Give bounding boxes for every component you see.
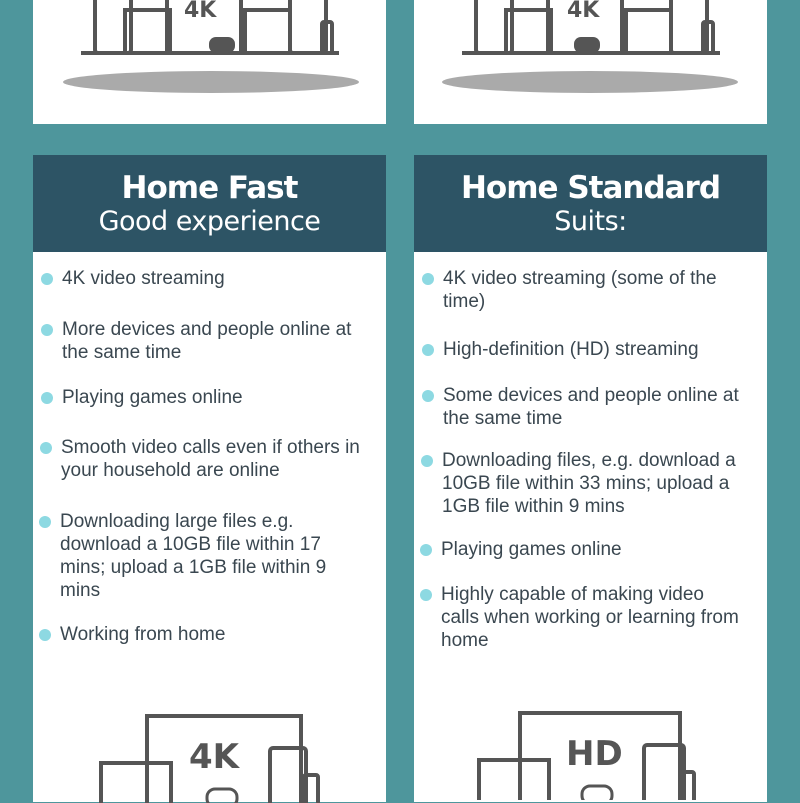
feature-item: Playing games online bbox=[441, 538, 751, 561]
feature-item: Downloading large files e.g. download a 10GB file within 17 mins; upload a 1GB file within 9 mins bbox=[60, 510, 360, 602]
feature-item: Playing games online bbox=[62, 386, 372, 409]
bullet-icon bbox=[39, 516, 51, 528]
plan-title: Home Fast bbox=[121, 170, 298, 206]
bullet-icon bbox=[422, 344, 434, 356]
top-card-left bbox=[33, 0, 386, 124]
devices-illustration bbox=[414, 710, 767, 800]
top-card-right bbox=[414, 0, 767, 124]
feature-item: 4K video streaming (some of the time) bbox=[443, 267, 753, 313]
devices-illustration bbox=[33, 0, 386, 124]
plan-subtitle: Suits: bbox=[554, 206, 627, 237]
bullet-icon bbox=[421, 455, 433, 467]
feature-item: Working from home bbox=[60, 623, 370, 646]
svg-text:4K: 4K bbox=[189, 737, 240, 777]
bullet-icon bbox=[39, 629, 51, 641]
plan-header bbox=[414, 155, 767, 252]
devices-illustration bbox=[414, 0, 767, 124]
bullet-icon bbox=[41, 273, 53, 285]
svg-text:HD: HD bbox=[566, 734, 623, 774]
bullet-icon bbox=[420, 544, 432, 556]
gamepad-icon bbox=[209, 37, 235, 53]
gamepad-icon bbox=[207, 789, 237, 803]
bullet-icon bbox=[41, 324, 53, 336]
bullet-icon bbox=[40, 442, 52, 454]
devices-illustration bbox=[33, 713, 386, 803]
bullet-icon bbox=[41, 392, 53, 404]
feature-item: High-definition (HD) streaming bbox=[443, 338, 753, 361]
bullet-icon bbox=[422, 390, 434, 402]
svg-text:4K: 4K bbox=[567, 0, 600, 23]
plan-card-home-standard bbox=[414, 155, 767, 802]
feature-item: 4K video streaming bbox=[62, 267, 372, 290]
feature-item: More devices and people online at the same time bbox=[62, 318, 367, 364]
plan-card-home-fast bbox=[33, 155, 386, 802]
gamepad-icon bbox=[582, 786, 612, 800]
svg-text:4K: 4K bbox=[184, 0, 217, 23]
bullet-icon bbox=[422, 273, 434, 285]
plan-header bbox=[33, 155, 386, 252]
feature-item: Some devices and people online at the same time bbox=[443, 384, 753, 430]
feature-item: Downloading files, e.g. download a 10GB file within 33 mins; upload a 1GB file within 9 mins bbox=[442, 449, 760, 518]
feature-item: Smooth video calls even if others in your household are online bbox=[61, 436, 371, 482]
plan-subtitle: Good experience bbox=[98, 206, 321, 237]
feature-item: Highly capable of making video calls when working or learning from home bbox=[441, 583, 741, 652]
plan-title: Home Standard bbox=[460, 170, 721, 206]
bullet-icon bbox=[420, 589, 432, 601]
gamepad-icon bbox=[574, 37, 600, 53]
